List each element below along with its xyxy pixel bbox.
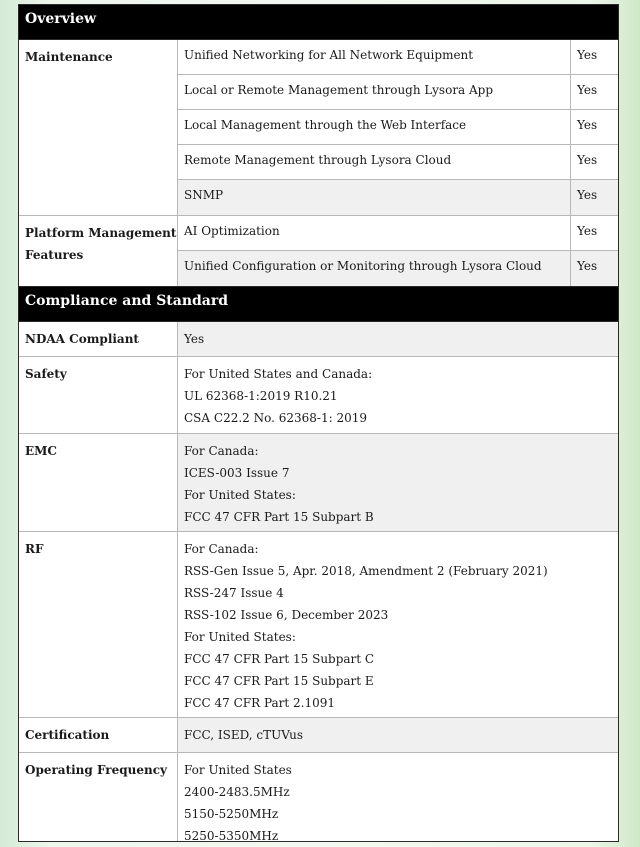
feature-cell: Local Management through the Web Interface: [184, 118, 467, 132]
feature-cell: Local or Remote Management through Lysora App: [184, 83, 494, 97]
spec-row: [178, 251, 618, 286]
value-line: 5150-5250MHz: [184, 807, 279, 821]
spec-row: [178, 145, 618, 180]
value-cell: Yes: [570, 40, 618, 74]
value-line: RSS-Gen Issue 5, Apr. 2018, Amendment 2 (February 2021): [184, 564, 548, 578]
label-cell: Certification: [19, 718, 178, 752]
value-line: FCC 47 CFR Part 2.1091: [184, 696, 335, 710]
spec-row: [178, 110, 618, 145]
label-cell: EMC: [19, 434, 178, 531]
group-label: [19, 40, 178, 215]
spec-row-certification: [19, 718, 618, 753]
value-line: 5250-5350MHz: [184, 829, 279, 843]
value-cell: [178, 322, 618, 356]
group-platform-management: [19, 216, 618, 287]
value-cell: Yes: [570, 110, 618, 144]
spec-row-safety: [19, 357, 618, 434]
spec-sheet: [18, 4, 619, 842]
value-cell: Yes: [570, 180, 618, 215]
value-line: FCC 47 CFR Part 15 Subpart E: [184, 674, 374, 688]
value-line: For Canada:: [184, 444, 259, 458]
section-title: Compliance and Standard: [25, 293, 229, 309]
section-header-overview: [19, 5, 618, 40]
group-items: [178, 216, 618, 286]
value-cell: Yes: [570, 251, 618, 286]
group-maintenance: [19, 40, 618, 216]
value-line: FCC 47 CFR Part 15 Subpart B: [184, 510, 374, 524]
value-line: For Canada:: [184, 542, 259, 556]
feature-cell: Unified Configuration or Monitoring through Lysora Cloud: [184, 259, 542, 273]
section-header-compliance: [19, 287, 618, 322]
section-title: Overview: [25, 11, 97, 27]
value-line: For United States:: [184, 630, 296, 644]
value-line: Yes: [184, 332, 205, 346]
label-cell: RF: [19, 532, 178, 717]
value-line: For United States:: [184, 488, 296, 502]
feature-cell: AI Optimization: [184, 224, 280, 238]
value-cell: [178, 753, 618, 841]
spec-row-rf: [19, 532, 618, 718]
value-cell: Yes: [570, 216, 618, 250]
spec-row-ndaa: [19, 322, 618, 357]
value-cell: [178, 434, 618, 531]
label-cell: Operating Frequency: [19, 753, 178, 841]
spec-row-operating-frequency: [19, 753, 618, 841]
value-line: ICES-003 Issue 7: [184, 466, 290, 480]
feature-cell: SNMP: [184, 188, 224, 202]
value-line: RSS-102 Issue 6, December 2023: [184, 608, 389, 622]
feature-cell: Remote Management through Lysora Cloud: [184, 153, 452, 167]
spec-row: [178, 40, 618, 75]
value-cell: [178, 532, 618, 717]
label-cell: NDAA Compliant: [19, 322, 178, 356]
value-line: CSA C22.2 No. 62368-1: 2019: [184, 411, 367, 425]
value-cell: [178, 718, 618, 752]
value-line: FCC 47 CFR Part 15 Subpart C: [184, 652, 375, 666]
value-line: For United States: [184, 763, 292, 777]
spec-row-emc: [19, 434, 618, 532]
spec-row: [178, 180, 618, 215]
spec-row: [178, 75, 618, 110]
feature-cell: Unified Networking for All Network Equipment: [184, 48, 474, 62]
label-cell: Safety: [19, 357, 178, 433]
value-line: For United States and Canada:: [184, 367, 373, 381]
group-label-line: Platform Management: [25, 226, 177, 240]
value-line: UL 62368-1:2019 R10.21: [184, 389, 338, 403]
spec-row: [178, 216, 618, 251]
group-items: [178, 40, 618, 215]
value-cell: Yes: [570, 75, 618, 109]
value-line: RSS-247 Issue 4: [184, 586, 284, 600]
value-line: FCC, ISED, cTUVus: [184, 728, 304, 742]
value-cell: Yes: [570, 145, 618, 179]
value-cell: [178, 357, 618, 433]
group-label-text: Maintenance: [25, 50, 113, 64]
value-line: 2400-2483.5MHz: [184, 785, 290, 799]
group-label: [19, 216, 178, 286]
group-label-line: Features: [25, 248, 84, 262]
